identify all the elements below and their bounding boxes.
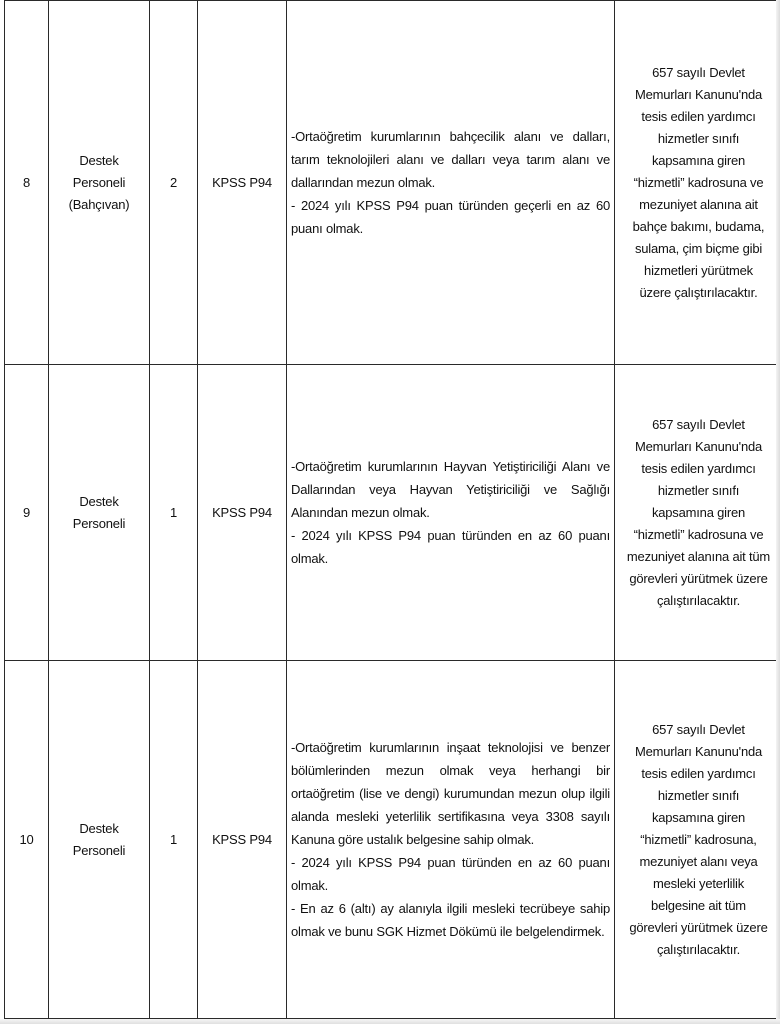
description-line: hizmetler sınıfı bbox=[657, 130, 740, 146]
description-line: 657 sayılı Devlet bbox=[652, 64, 745, 80]
description-line: görevleri yürütmek üzere bbox=[629, 919, 768, 935]
description-cell bbox=[615, 365, 780, 661]
description-line: görevleri yürütmek üzere bbox=[629, 570, 768, 586]
description-line: 657 sayılı Devlet bbox=[652, 416, 745, 432]
requirement-item: - 2024 yılı KPSS P94 puan türünden en az 60 puanı olmak. bbox=[291, 528, 610, 566]
requirement-item: - En az 6 (altı) ay alanıyla ilgili mesleki tecrübeye sahip olmak ve bunu SGK Hizmet Dökümü ile belgelendirmek. bbox=[291, 901, 610, 939]
requirements-cell bbox=[287, 365, 615, 661]
description-line: üzere çalıştırılacaktır. bbox=[639, 284, 758, 300]
description-line: mesleki yeterlilik bbox=[652, 875, 745, 891]
table-row bbox=[5, 1, 780, 365]
table-row bbox=[5, 661, 780, 1019]
description-cell bbox=[615, 661, 780, 1019]
description-line: hizmetler sınıfı bbox=[657, 787, 740, 803]
requirements-cell bbox=[287, 1, 615, 365]
requirement-item: -Ortaöğretim kurumlarının bahçecilik alanı ve dalları, tarım teknolojileri alanı ve dalları veya tarım alanı ve dallarından mezun olmak. bbox=[291, 129, 610, 190]
description-line: Memurları Kanunu'nda bbox=[634, 743, 763, 759]
row-number: 8 bbox=[5, 1, 49, 365]
requirement-item: - 2024 yılı KPSS P94 puan türünden en az 60 puanı olmak. bbox=[291, 855, 610, 893]
position-title-line: (Bahçıvan) bbox=[68, 196, 130, 212]
position-title-line: Destek bbox=[79, 152, 119, 168]
position-count: 2 bbox=[150, 1, 198, 365]
description-line: çalıştırılacaktır. bbox=[656, 941, 741, 957]
position-title-line: Personeli bbox=[72, 842, 126, 858]
page-edge-shadow bbox=[0, 1019, 780, 1024]
position-title-line: Destek bbox=[79, 820, 119, 836]
description-line: kapsamına giren bbox=[651, 504, 746, 520]
row-number: 9 bbox=[5, 365, 49, 661]
score-type: KPSS P94 bbox=[198, 365, 287, 661]
description-line: tesis edilen yardımcı bbox=[641, 765, 756, 781]
description-line: “hizmetli” kadrosuna, bbox=[640, 831, 757, 847]
position-title bbox=[49, 661, 150, 1019]
positions-table bbox=[4, 0, 780, 1019]
row-number: 10 bbox=[5, 661, 49, 1019]
position-title bbox=[49, 1, 150, 365]
position-count: 1 bbox=[150, 661, 198, 1019]
description-cell bbox=[615, 1, 780, 365]
description-line: mezuniyet alanına ait bbox=[639, 196, 758, 212]
description-line: Memurları Kanunu'nda bbox=[634, 438, 763, 454]
description-line: kapsamına giren bbox=[651, 809, 746, 825]
requirement-item: -Ortaöğretim kurumlarının Hayvan Yetiştiriciliği Alanı ve Dallarından veya Hayvan Yetiştiriciliği ve Sağlığı Alanından mezun olmak. bbox=[291, 459, 610, 520]
description-line: bahçe bakımı, budama, bbox=[632, 218, 765, 234]
requirement-item: -Ortaöğretim kurumlarının inşaat teknolojisi ve benzer bölümlerinden mezun olmak veya herhangi bir ortaöğretim (lise ve dengi) kurumundan mezun olup ilgili alanda mesleki yeterlilik sertifikasına veya 3308 sayılı Kanuna göre ustalık belgesine sahip olmak. bbox=[291, 740, 610, 847]
description-line: hizmetleri yürütmek bbox=[644, 262, 753, 278]
description-line: sulama, çim biçme gibi bbox=[634, 240, 763, 256]
description-line: “hizmetli” kadrosuna ve bbox=[633, 526, 764, 542]
score-type: KPSS P94 bbox=[198, 1, 287, 365]
position-title-line: Personeli bbox=[72, 174, 126, 190]
description-line: “hizmetli” kadrosuna ve bbox=[633, 174, 764, 190]
position-title-line: Destek bbox=[79, 493, 119, 509]
requirements-cell bbox=[287, 661, 615, 1019]
page-edge-shadow bbox=[776, 0, 780, 1024]
position-title-line: Personeli bbox=[72, 515, 126, 531]
description-line: 657 sayılı Devlet bbox=[652, 721, 745, 737]
description-line: tesis edilen yardımcı bbox=[641, 460, 756, 476]
position-title bbox=[49, 365, 150, 661]
description-line: belgesine ait tüm bbox=[651, 897, 746, 913]
description-line: hizmetler sınıfı bbox=[657, 482, 740, 498]
description-line: Memurları Kanunu'nda bbox=[634, 86, 763, 102]
position-count: 1 bbox=[150, 365, 198, 661]
score-type: KPSS P94 bbox=[198, 661, 287, 1019]
description-line: çalıştırılacaktır. bbox=[656, 592, 741, 608]
description-line: mezuniyet alanı veya bbox=[639, 853, 758, 869]
table-row bbox=[5, 365, 780, 661]
description-line: mezuniyet alanına ait tüm bbox=[626, 548, 771, 564]
description-line: tesis edilen yardımcı bbox=[641, 108, 756, 124]
requirement-item: - 2024 yılı KPSS P94 puan türünden geçerli en az 60 puanı olmak. bbox=[291, 198, 610, 236]
description-line: kapsamına giren bbox=[651, 152, 746, 168]
